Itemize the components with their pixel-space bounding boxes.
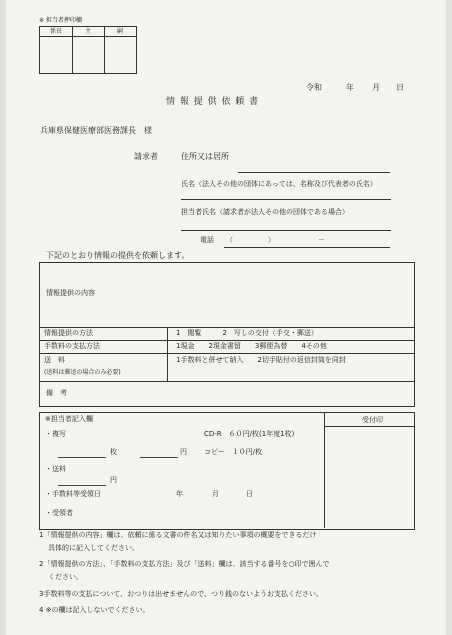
copy-fee: コピー １０円/枚: [204, 448, 263, 456]
note-4: 4 ※の欄は記入しないでください。: [39, 606, 150, 614]
name-label: 氏名（法人その他の団体にあっては、名称及び代表者の氏名）: [181, 180, 377, 188]
name-line[interactable]: [181, 199, 391, 200]
address-line[interactable]: [238, 172, 390, 173]
staff-entry-section: [39, 412, 415, 530]
date-era: 令和: [306, 83, 322, 92]
phone-label: 電話: [200, 236, 214, 244]
contact-line[interactable]: [181, 230, 391, 231]
request-form-sheet: [6, 0, 446, 635]
phone-paren-open: （: [226, 236, 233, 244]
content-label: 情報提供の内容: [46, 289, 95, 297]
receiver-label: ・受領者: [45, 509, 73, 517]
remarks-label: 備 考: [46, 389, 67, 397]
phone-dash: －: [318, 236, 325, 244]
note-1-cont: 具体的に記入してください。: [48, 544, 139, 552]
phone-paren-close: ）: [268, 236, 275, 244]
copy-yen-unit: 円: [180, 448, 187, 456]
fee-date-label: ・手数料等受領日: [45, 490, 101, 498]
shipping-yen-unit: 円: [110, 476, 117, 484]
note-3: 3手数料等の支払について、おつりは出せませんので、つり銭のないようお支払ください。: [39, 590, 323, 598]
fee-date-day: 日: [246, 490, 253, 498]
requester-label: 請求者: [134, 152, 158, 161]
request-table: [39, 262, 415, 407]
staff-header: ※担当者記入欄: [45, 415, 93, 423]
note-2-cont: ください。: [48, 573, 83, 581]
shipping-yen-line[interactable]: [58, 485, 106, 486]
cdr-fee: CD-R ６０円/枚(1年度1枚): [204, 430, 295, 438]
address-label: 住所又は居所: [181, 152, 229, 161]
receipt-stamp-area: [326, 428, 412, 526]
shipping-label: 送 料: [44, 356, 65, 364]
method-label: 情報提供の方法: [44, 329, 93, 337]
copy-yen-line[interactable]: [140, 457, 178, 458]
remarks-field[interactable]: [167, 383, 413, 405]
stamp-col-chief: 係長: [49, 28, 62, 35]
stamp-col-main: 主: [84, 28, 91, 35]
shipping-options[interactable]: 1手数料と併せて納入 2切手貼付の返信封筒を同封: [176, 356, 346, 364]
contact-label: 担当者氏名（請求者が法人その他の団体である場合）: [181, 208, 349, 216]
date-day: 日: [396, 83, 404, 92]
method-options[interactable]: 1 閲覧 2 写しの交付（手交・郵送）: [176, 329, 318, 337]
note-1: 1「情報提供の内容」欄は、依頼に係る文書の件名又は知りたい事項の概要をできるだけ: [39, 531, 317, 539]
shipping-note: (送料は郵送の場合のみ必要): [44, 369, 121, 376]
stamp-caption: ※ 担当者押印欄: [39, 17, 82, 24]
fee-date-year: 年: [176, 490, 183, 498]
form-title: 情 報 提 供 依 頼 書: [166, 97, 260, 107]
addressee: 兵庫県保健医療部医務課長 様: [40, 126, 152, 135]
copy-label: ・複写: [45, 430, 66, 438]
intro-text: 下記のとおり情報の提供を依頼します。: [46, 251, 190, 260]
content-field[interactable]: [41, 264, 413, 326]
sheets-line[interactable]: [58, 457, 106, 458]
fee-date-month: 月: [212, 490, 219, 498]
stamp-col-sub: 嗣: [116, 28, 123, 35]
staff-stamp-box: [39, 26, 137, 74]
note-2: 2「情報提供の方法」、「手数料の支払方法」及び「送料」欄は、該当する番号を○印で囲んで: [39, 560, 330, 568]
payment-label: 手数料の支払方法: [44, 342, 100, 350]
phone-line[interactable]: [224, 247, 390, 248]
date-year: 年: [346, 83, 354, 92]
date-month: 月: [372, 83, 380, 92]
receipt-stamp-label: 受付印: [362, 416, 383, 424]
payment-options[interactable]: 1現金 2現金書留 3郵便為替 4その他: [176, 342, 327, 350]
sheets-unit: 枚: [110, 448, 117, 456]
shipping-fee-label: ・送料: [45, 465, 66, 473]
